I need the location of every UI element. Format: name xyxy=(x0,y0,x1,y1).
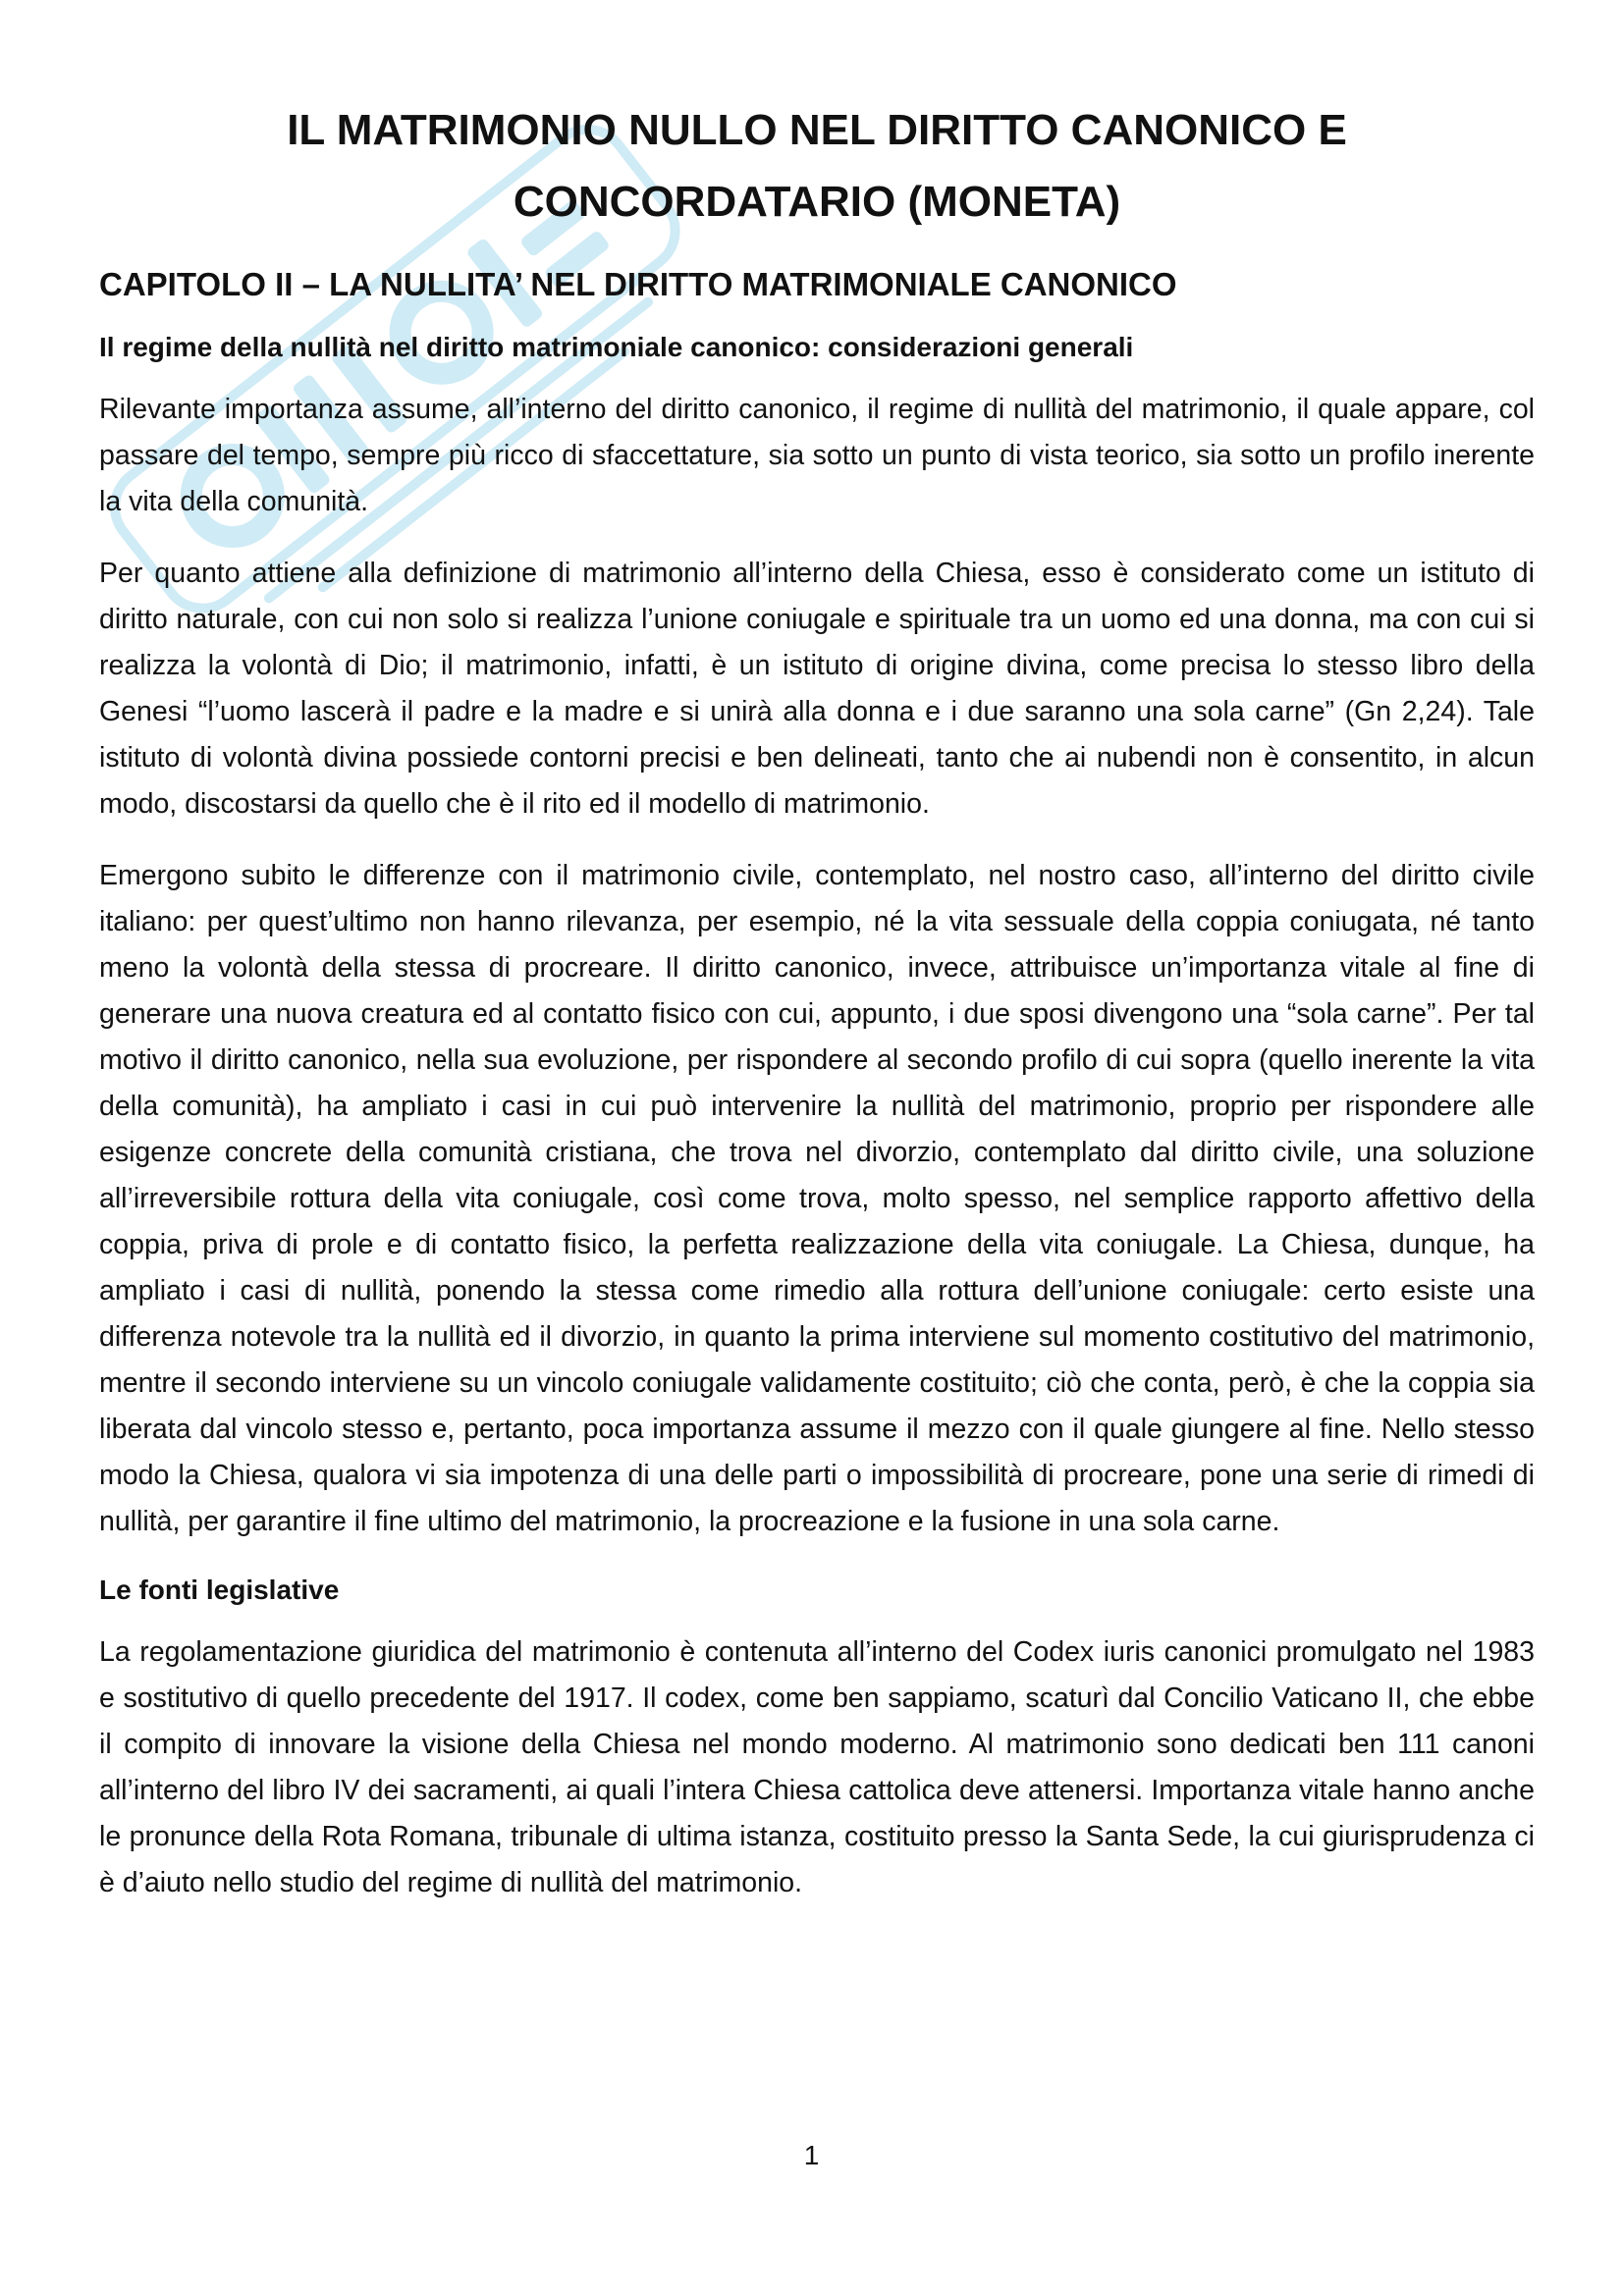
document-page xyxy=(99,94,1535,1932)
paragraph: La regolamentazione giuridica del matrimonio è contenuta all’interno del Codex iuris canonici promulgato nel 1983 e sostitutivo di quello precedente del 1917. Il codex, come ben sappiamo, scaturì dal Concilio Vaticano II, che ebbe il compito di innovare la visione della Chiesa nel mondo moderno. Al matrimonio sono dedicati ben 111 canoni all’interno del libro IV dei sacramenti, ai quali l’intera Chiesa cattolica deve attenersi. Importanza vitale hanno anche le pronunce della Rota Romana, tribunale di ultima istanza, costituito presso la Santa Sede, la cui giurisprudenza ci è d’aiuto nello studio del regime di nullità del matrimonio. xyxy=(99,1636,1535,1898)
chapter-heading: CAPITOLO II – LA NULLITA’ NEL DIRITTO MATRIMONIALE CANONICO xyxy=(99,266,1177,302)
document-title: IL MATRIMONIO NULLO NEL DIRITTO CANONICO E CONCORDATARIO (MONETA) xyxy=(287,106,1347,226)
paragraph: Rilevante importanza assume, all’interno del diritto canonico, il regime di nullità del matrimonio, il quale appare, col passare del tempo, sempre più ricco di sfaccettature, sia sotto un punto di vista teorico, sia sotto un profilo inerente la vita della comunità. xyxy=(99,394,1535,517)
paragraph: Emergono subito le differenze con il matrimonio civile, contemplato, nel nostro caso, all’interno del diritto civile italiano: per quest’ultimo non hanno rilevanza, per esempio, né la vita sessuale della coppia coniugata, né tanto meno la volontà della stessa di procreare. Il diritto canonico, invece, attribuisce un’importanza vitale al fine di generare una nuova creatura ed al contatto fisico con cui, appunto, i due sposi divengono una “sola carne”. Per tal motivo il diritto canonico, nella sua evoluzione, per rispondere al secondo profilo di cui sopra (quello inerente la vita della comunità), ha ampliato i casi in cui può intervenire la nullità del matrimonio, proprio per rispondere alle esigenze concrete della comunità cristiana, che trova nel divorzio, contemplato dal diritto civile, una soluzione all’irreversibile rottura della vita coniugale, così come trova, molto spesso, nel semplice rapporto affettivo della coppia, priva di prole e di contatto fisico, la perfetta realizzazione della vita coniugale. La Chiesa, dunque, ha ampliato i casi di nullità, ponendo la stessa come rimedio alla rottura dell’unione coniugale: certo esiste una differenza notevole tra la nullità ed il divorzio, in quanto la prima interviene sul momento costitutivo del matrimonio, mentre il secondo interviene su un vincolo coniugale validamente costituito; ciò che conta, però, è che la coppia sia liberata dal vincolo stesso e, pertanto, poca importanza assume il mezzo con il quale giungere al fine. Nello stesso modo la Chiesa, qualora vi sia impotenza di una delle parti o impossibilità di procreare, pone una serie di rimedi di nullità, per garantire il fine ultimo del matrimonio, la procreazione e la fusione in una sola carne. xyxy=(99,860,1535,1537)
section-legislative-sources xyxy=(99,1571,1535,1906)
page-number: 1 xyxy=(803,2140,820,2170)
section-heading: Il regime della nullità nel diritto matrimoniale canonico: considerazioni generali xyxy=(99,332,1134,362)
paragraph: Per quanto attiene alla definizione di matrimonio all’interno della Chiesa, esso è considerato come un istituto di diritto naturale, con cui non solo si realizza l’unione coniugale e spirituale tra un uomo ed una donna, ma con cui si realizza la volontà di Dio; il matrimonio, infatti, è un istituto di origine divina, come precisa lo stesso libro della Genesi “l’uomo lascerà il padre e la madre e si unirà alla donna e i due saranno una sola carne” (Gn 2,24). Tale istituto di volontà divina possiede contorni precisi e ben delineati, tanto che ai nubendi non è consentito, in alcun modo, discostarsi da quello che è il rito ed il modello di matrimonio. xyxy=(99,558,1535,820)
section-heading: Le fonti legislative xyxy=(99,1575,340,1605)
section-general-considerations xyxy=(99,328,1535,1545)
